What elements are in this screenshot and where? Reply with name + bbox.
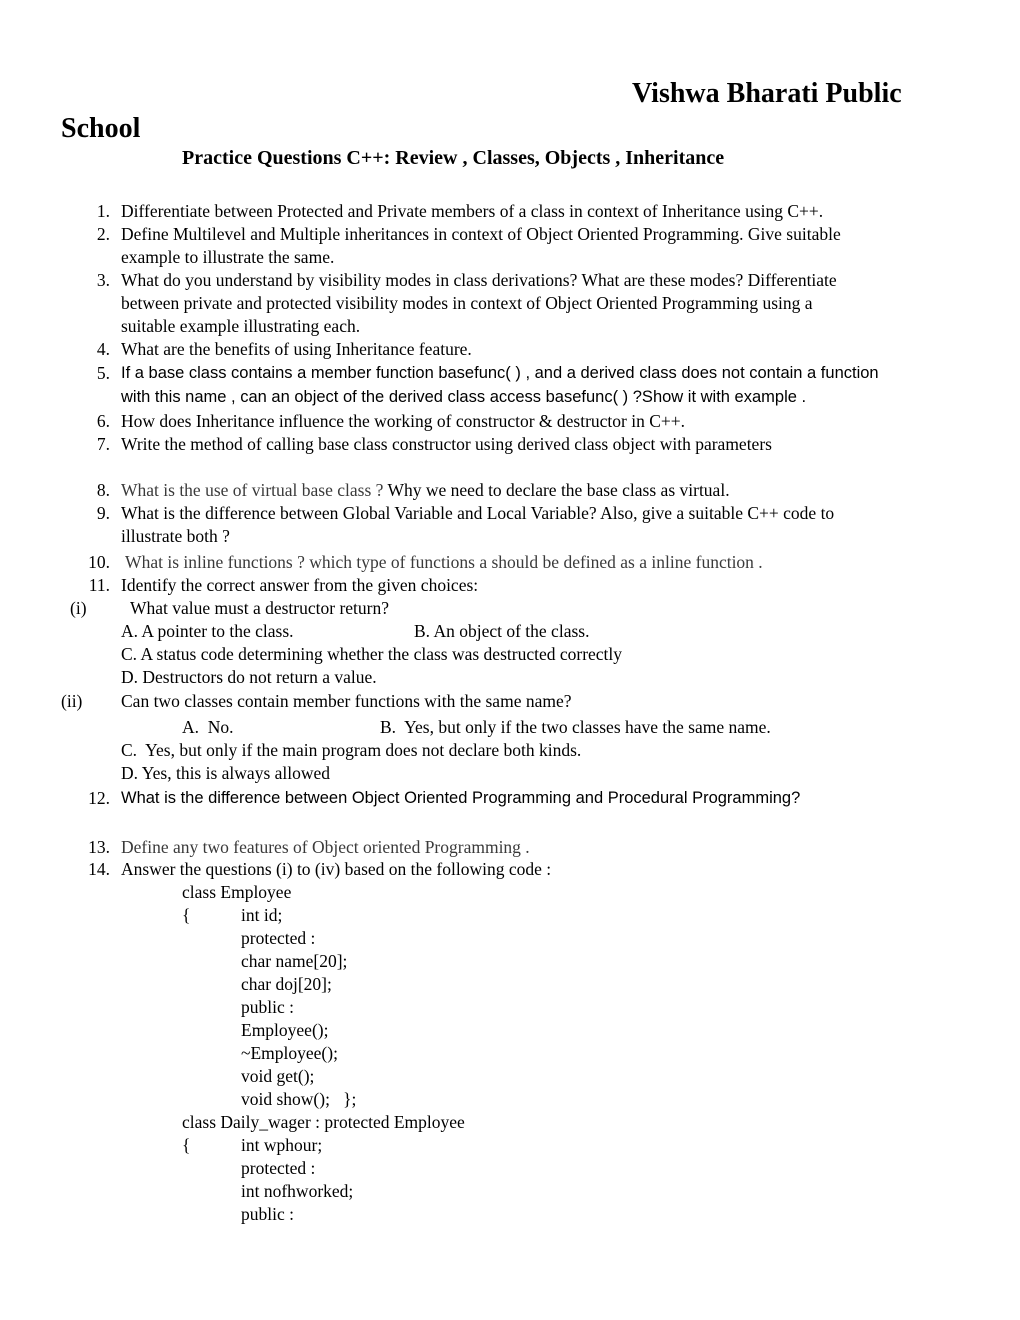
code-line: protected : (241, 928, 316, 948)
option-ii-d: D. Yes, this is always allowed (121, 763, 331, 783)
code-line: public : (241, 997, 294, 1017)
code-line: char name[20]; (241, 951, 348, 971)
code-open-brace-2: { (182, 1135, 191, 1155)
code-line: protected : (241, 1158, 316, 1178)
school-name-line2: School (61, 113, 141, 144)
code-line: public : (241, 1204, 294, 1224)
code-class-daily-wager-head: class Daily_wager : protected Employee (182, 1112, 465, 1132)
code-line: int wphour; (241, 1135, 323, 1155)
code-line: int id; (241, 905, 283, 925)
code-line: Employee(); (241, 1020, 329, 1040)
code-line: void get(); (241, 1066, 315, 1086)
option-i-c: C. A status code determining whether the class was destructed correctly (121, 644, 623, 664)
option-ii-b: B. Yes, but only if the two classes have the same name. (380, 717, 771, 737)
code-line: ~Employee(); (241, 1043, 338, 1063)
option-ii-c: C. Yes, but only if the main program does not declare both kinds. (121, 740, 582, 760)
code-line: int nofhworked; (241, 1181, 354, 1201)
sub-question-ii-label: (ii) (61, 691, 83, 711)
option-i-d: D. Destructors do not return a value. (121, 667, 377, 687)
page-subtitle: Practice Questions C++: Review , Classes, Objects , Inheritance (182, 147, 725, 169)
option-ii-a: A. No. (182, 717, 234, 737)
option-i-b: B. An object of the class. (414, 621, 590, 641)
sub-question-i-label: (i) (70, 598, 87, 618)
sub-question-ii: Can two classes contain member functions with the same name? (121, 691, 572, 711)
school-name-line1: Vishwa Bharati Public (632, 78, 902, 109)
code-line: char doj[20]; (241, 974, 332, 994)
option-i-a: A. A pointer to the class. (121, 621, 294, 641)
sub-question-i: What value must a destructor return? (130, 598, 389, 618)
code-class-employee-head: class Employee (182, 882, 292, 902)
code-open-brace-1: { (182, 905, 191, 925)
code-line: void show(); }; (241, 1089, 357, 1109)
